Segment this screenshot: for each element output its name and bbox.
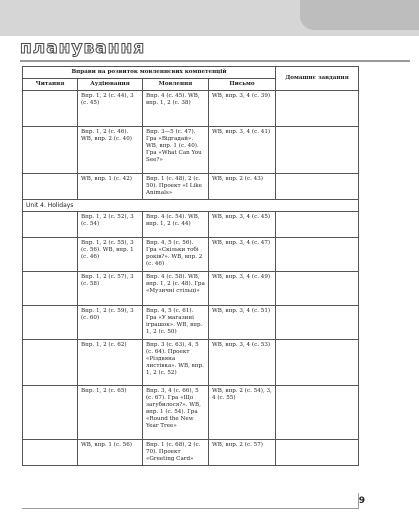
table-cell bbox=[23, 174, 78, 200]
table-cell bbox=[23, 306, 78, 340]
top-corner-tab bbox=[300, 0, 419, 30]
table-cell bbox=[23, 386, 78, 440]
table-cell: WB, впр. 2 (с. 43) bbox=[209, 174, 276, 200]
table-cell: WB, впр. 2 (с. 54), 3, 4 (с. 55) bbox=[209, 386, 276, 440]
table-row bbox=[23, 174, 359, 200]
table-cell: WB, впр. 3, 4 (с. 49) bbox=[209, 272, 276, 306]
table-cell: WB, впр. 3, 4 (с. 53) bbox=[209, 340, 276, 386]
page-header-title: планування bbox=[20, 38, 146, 58]
table-cell: Впр. 1, 2 (с. 65) bbox=[78, 386, 143, 440]
table-cell: Впр. 4, 5 (с. 56). Гра «Скільки тобі років?». WB, впр. 2 (с. 46) bbox=[143, 238, 209, 272]
table-row bbox=[23, 340, 359, 386]
table-cell bbox=[276, 272, 359, 306]
table-cell: Впр. 1 (с. 68), 2 (с. 70). Проект «Greeting Card» bbox=[143, 440, 209, 466]
table-cell: WB, впр. 3, 4 (с. 45) bbox=[209, 212, 276, 238]
footer-divider bbox=[22, 508, 358, 509]
table-cell bbox=[23, 127, 78, 174]
col-header-listening: Аудіювання bbox=[78, 79, 143, 91]
table-cell: Впр. 1, 2 (с. 62) bbox=[78, 340, 143, 386]
table-cell: Впр. 4 (с. 58). WB, впр. 1, 2 (с. 48). Гра «Музичні стільці» bbox=[143, 272, 209, 306]
table-cell: Впр. 4 (с. 45). WB, впр. 1, 2 (с. 38) bbox=[143, 91, 209, 127]
table-cell bbox=[276, 306, 359, 340]
table-row bbox=[23, 306, 359, 340]
table-row bbox=[23, 440, 359, 466]
table-cell: Впр. 1, 2 (с. 55), 3 (с. 56). WB, впр. 1 (с. 46) bbox=[78, 238, 143, 272]
table-cell bbox=[276, 212, 359, 238]
table-cell bbox=[276, 440, 359, 466]
col-header-speaking: Мовлення bbox=[143, 79, 209, 91]
table-cell bbox=[23, 238, 78, 272]
table-cell: WB, впр. 1 (с. 56) bbox=[78, 440, 143, 466]
table-row bbox=[23, 238, 359, 272]
table-cell: Впр. 1, 2 (с. 59), 3 (с. 60) bbox=[78, 306, 143, 340]
table-row bbox=[23, 212, 359, 238]
table-row bbox=[23, 386, 359, 440]
table-cell: WB, впр. 3, 4 (с. 39) bbox=[209, 91, 276, 127]
table-cell: Впр. 4 (с. 54). WB, впр. 1, 2 (с. 44) bbox=[143, 212, 209, 238]
table-cell: WB, впр. 3, 4 (с. 47) bbox=[209, 238, 276, 272]
table-cell bbox=[276, 91, 359, 127]
table-row bbox=[23, 127, 359, 174]
lesson-plan-table bbox=[22, 66, 359, 466]
table-row bbox=[23, 272, 359, 306]
group-header-cell: Вправи на розвиток мовленнєвих компетенцій bbox=[23, 67, 276, 79]
table-cell: Впр. 3—5 (с. 47). Гра «Відгадай». WB, впр. 1 (с. 40). Гра «What Can You See?» bbox=[143, 127, 209, 174]
table-body-after bbox=[23, 212, 359, 466]
table-cell bbox=[23, 272, 78, 306]
section-label-unit-4: Unit 4. Holidays bbox=[23, 200, 359, 212]
table-cell: Впр. 1, 2 (с. 57), 3 (с. 58) bbox=[78, 272, 143, 306]
table-cell bbox=[276, 386, 359, 440]
table-cell: WB, впр. 1 (с. 42) bbox=[78, 174, 143, 200]
table-cell bbox=[23, 212, 78, 238]
table-cell: Впр. 1, 2 (с. 52), 3 (с. 54) bbox=[78, 212, 143, 238]
col-header-homework: Домашнє завдання bbox=[276, 67, 359, 91]
page-number: 9 bbox=[358, 496, 365, 506]
table-cell: Впр. 4, 5 (с. 61). Гра «У магазині іграшок». WB, впр. 1, 2 (с. 50) bbox=[143, 306, 209, 340]
header-divider bbox=[20, 60, 410, 62]
table-cell bbox=[23, 340, 78, 386]
table-cell: WB, впр. 2 (с. 57) bbox=[209, 440, 276, 466]
col-header-reading: Читання bbox=[23, 79, 78, 91]
table-cell: WB, впр. 3, 4 (с. 51) bbox=[209, 306, 276, 340]
table-cell bbox=[276, 340, 359, 386]
table-cell bbox=[276, 174, 359, 200]
table-cell bbox=[23, 440, 78, 466]
table-cell: Впр. 1 (с. 48), 2 (с. 50). Проект «I Like Animals» bbox=[143, 174, 209, 200]
table-cell: WB, впр. 3, 4 (с. 41) bbox=[209, 127, 276, 174]
table-cell bbox=[276, 127, 359, 174]
table-row bbox=[23, 91, 359, 127]
table-cell: Впр. 3 (с. 63), 4, 5 (с. 64). Проект «Різдвяна листівка». WB, впр. 1, 2 (с. 52) bbox=[143, 340, 209, 386]
table-cell bbox=[23, 91, 78, 127]
table-cell: Впр. 1, 2 (с. 44), 3 (с. 45) bbox=[78, 91, 143, 127]
table-body-before bbox=[23, 91, 359, 200]
col-header-writing: Письмо bbox=[209, 79, 276, 91]
table-cell bbox=[276, 238, 359, 272]
table-cell: Впр. 1, 2 (с. 46). WB, впр. 2 (с. 40) bbox=[78, 127, 143, 174]
section-row bbox=[23, 200, 359, 212]
table-cell: Впр. 3, 4 (с. 66), 5 (с. 67). Гра «Що загубилося?». WB, впр. 1 (с. 54). Гра «Round the New Year Tree» bbox=[143, 386, 209, 440]
table-group-header-row bbox=[23, 67, 359, 79]
